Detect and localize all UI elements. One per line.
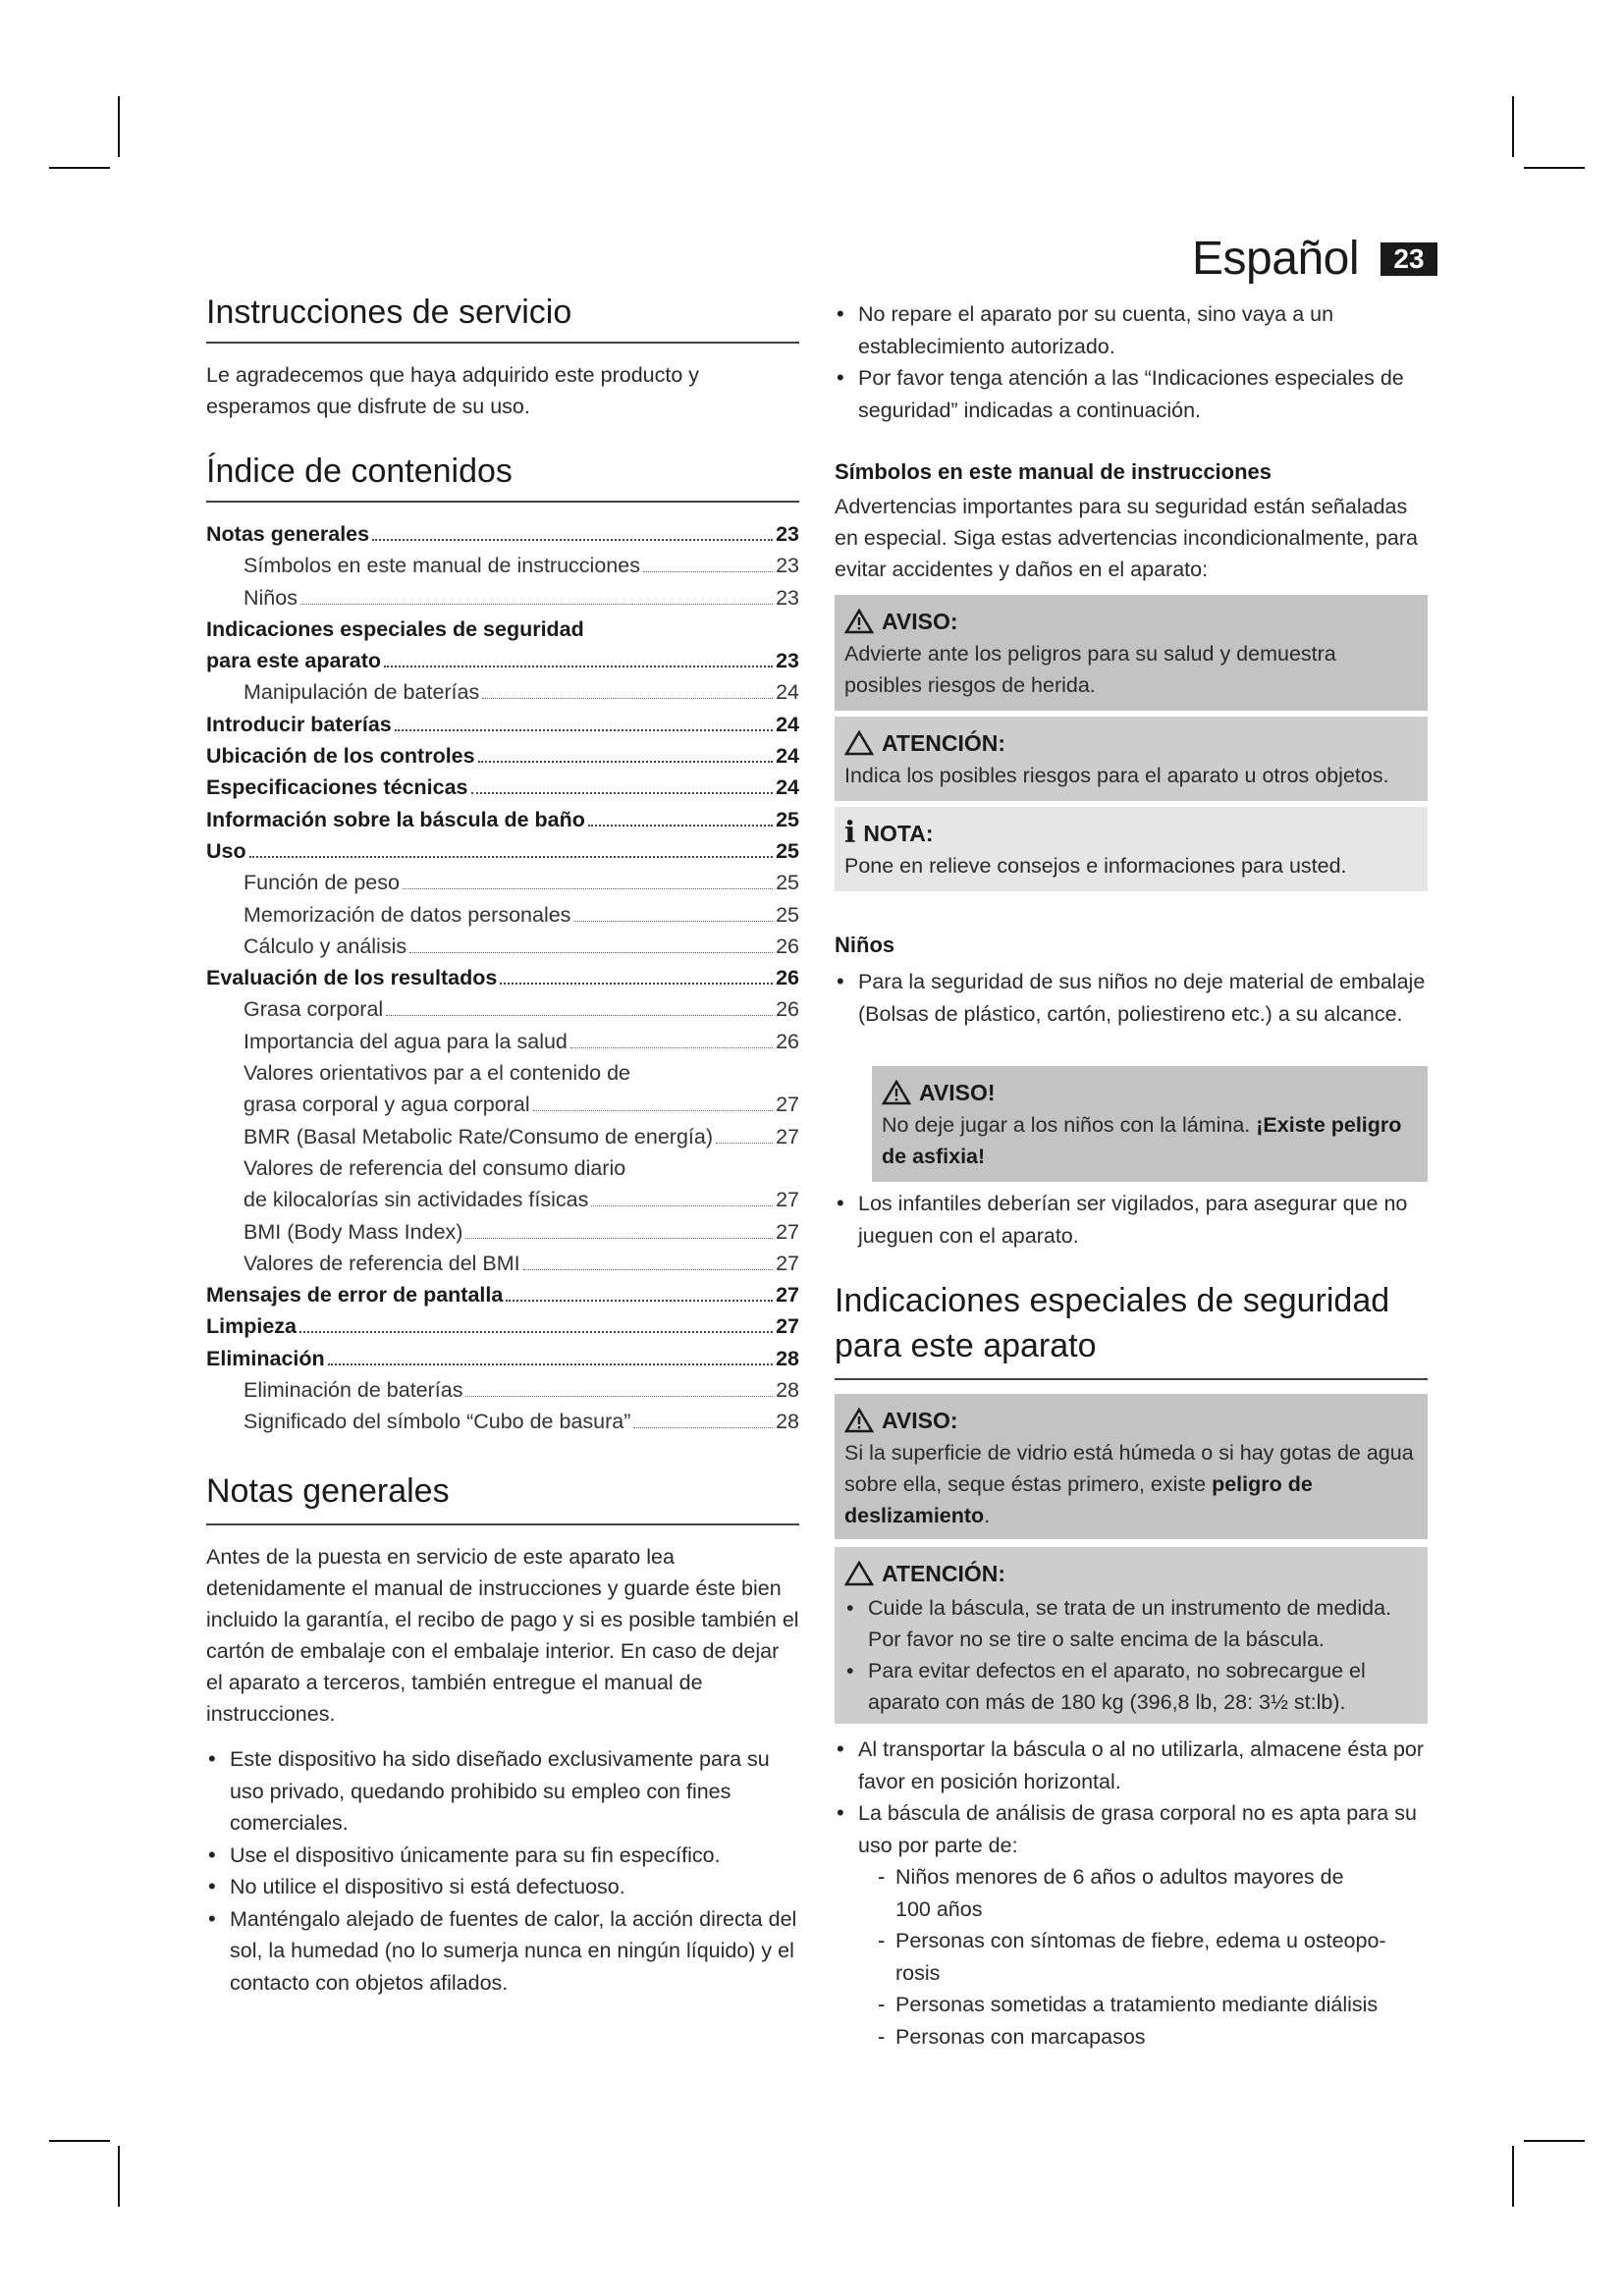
toc-entry-label: Indicaciones especiales de seguridad — [206, 616, 584, 641]
toc-entry-page: 27 — [776, 1124, 799, 1148]
toc-entry-label: Valores de referencia del BMI — [244, 1251, 520, 1275]
usage-bullets — [835, 1734, 1428, 1861]
toc-entry-label: Valores orientativos par a el contenido de — [244, 1061, 631, 1086]
list-item: • Cuide la báscula, se trata de un instrumento de medida. Por favor no se tire o salte encima de la báscula. — [844, 1592, 1418, 1655]
toc-entry — [206, 645, 799, 676]
toc-leader-dots — [471, 792, 774, 794]
list-item: • Manténgalo alejado de fuentes de calor, la acción directa del sol, la humedad (no lo sumerja nunca en ningún líquido) y el contacto con objetos afilados. — [206, 1903, 799, 2000]
note-box — [835, 807, 1428, 891]
general-notes-bullets — [206, 1743, 799, 1999]
toc-entry-label: Mensajes de error de pantalla — [206, 1283, 504, 1308]
toc-entry-page: 27 — [776, 1188, 799, 1212]
list-item: • Este dispositivo ha sido diseñado exclusivamente para su uso privado, quedando prohibido su empleo con fines comerciales. — [206, 1743, 799, 1840]
toc-entry-page: 25 — [776, 838, 799, 863]
toc-entry — [206, 1057, 799, 1089]
toc-entry — [206, 867, 799, 898]
toc-entry — [206, 993, 799, 1025]
toc-entry-label: Evaluación de los resultados — [206, 966, 498, 990]
toc-entry-label: Símbolos en este manual de instrucciones — [244, 554, 640, 578]
toc-entry-page: 24 — [776, 744, 799, 769]
toc-leader-dots — [633, 1427, 773, 1428]
toc-entry-label: BMR (Basal Metabolic Rate/Consumo de energía) — [244, 1124, 713, 1148]
list-item: - Personas sometidas a tratamiento mediante diálisis — [872, 1989, 1428, 2021]
toc-leader-dots — [716, 1143, 773, 1144]
language-title: Español — [1192, 233, 1359, 285]
toc-entry-page: 25 — [776, 807, 799, 831]
toc-entry-label: Introducir baterías — [206, 712, 392, 736]
toc-entry-page: 23 — [776, 522, 799, 546]
toc-entry-page: 26 — [776, 1029, 799, 1053]
list-item: • No repare el aparato por su cuenta, sino vaya a un establecimiento autorizado. — [835, 298, 1428, 362]
safety-warning-box — [835, 1394, 1428, 1539]
toc-title: Índice de contenidos — [206, 450, 799, 503]
toc-leader-dots — [372, 539, 773, 541]
toc-entry — [206, 1089, 799, 1120]
toc-entry-page: 24 — [776, 680, 799, 705]
toc-entry-page: 23 — [776, 554, 799, 578]
list-item: • Para la seguridad de sus niños no deje material de embalaje (Bolsas de plástico, cartón, poliestireno etc.) a su alcance. — [835, 966, 1428, 1030]
caution-box-title: ATENCIÓN: — [882, 729, 1006, 756]
symbols-heading: Símbolos en este manual de instrucciones — [835, 459, 1272, 484]
toc-entry-page: 27 — [776, 1283, 799, 1308]
manual-title: Instrucciones de servicio — [206, 291, 799, 344]
toc-entry-page: 28 — [776, 1410, 799, 1434]
toc-entry-label: para este aparato — [206, 649, 382, 673]
toc-entry-label: grasa corporal y agua corporal — [244, 1093, 530, 1117]
toc-entry-label: de kilocalorías sin actividades físicas — [244, 1188, 589, 1212]
toc-leader-dots — [328, 1363, 773, 1365]
toc-leader-dots — [482, 698, 773, 699]
children-warning-title: AVISO! — [919, 1079, 996, 1105]
page-number-badge: 23 — [1380, 242, 1437, 276]
list-item: • Por favor tenga atención a las “Indicaciones especiales de seguridad” indicadas a continuación. — [835, 362, 1428, 426]
toc-entry-label: Ubicación de los controles — [206, 744, 475, 769]
toc-entry-label: Eliminación — [206, 1346, 325, 1370]
repair-bullets — [835, 298, 1428, 426]
list-item: • Para evitar defectos en el aparato, no sobrecargue el aparato con más de 180 kg (396,8 lb, 28: 3½ st:lb). — [844, 1655, 1418, 1718]
children-heading: Niños — [835, 933, 895, 957]
toc-entry-label: Notas generales — [206, 522, 370, 546]
toc-entry-page: 24 — [776, 712, 799, 736]
toc-entry — [206, 835, 799, 867]
toc-entry-page: 27 — [776, 1219, 799, 1244]
toc-leader-dots — [523, 1269, 773, 1270]
table-of-contents — [206, 518, 799, 1438]
exclusion-list — [872, 1861, 1428, 2053]
toc-entry — [206, 1310, 799, 1342]
toc-entry — [206, 740, 799, 772]
note-box-title: NOTA: — [863, 820, 934, 846]
toc-leader-dots — [500, 983, 773, 985]
crop-mark — [49, 167, 110, 169]
toc-entry — [206, 1374, 799, 1406]
toc-entry — [206, 931, 799, 962]
toc-leader-dots — [409, 952, 773, 953]
toc-entry — [206, 1152, 799, 1184]
caution-box — [835, 717, 1428, 801]
toc-entry-label: Manipulación de baterías — [244, 680, 480, 705]
crop-mark — [1512, 96, 1514, 157]
list-item: - Personas con marcapasos — [872, 2021, 1428, 2054]
toc-entry — [206, 1184, 799, 1215]
toc-entry-page: 25 — [776, 902, 799, 927]
toc-leader-dots — [478, 761, 773, 763]
toc-entry — [206, 1279, 799, 1310]
crop-mark — [118, 96, 120, 157]
safety-caution-box — [835, 1547, 1428, 1724]
toc-entry — [206, 709, 799, 740]
toc-entry-label: Niños — [244, 585, 298, 610]
info-icon: i — [844, 816, 856, 850]
safety-warning-title: AVISO: — [882, 1407, 958, 1433]
toc-entry — [206, 518, 799, 550]
warning-triangle-icon — [844, 609, 874, 634]
toc-entry — [206, 550, 799, 581]
toc-leader-dots — [465, 1238, 773, 1239]
toc-leader-dots — [643, 571, 773, 572]
safety-section-title: Indicaciones especiales de seguridad para este aparato — [835, 1278, 1428, 1380]
toc-entry-page: 28 — [776, 1346, 799, 1370]
toc-entry — [206, 1343, 799, 1374]
children-warning-emphasis: ¡Existe peligro de asfixia! — [882, 1113, 1402, 1168]
warning-box — [835, 595, 1428, 711]
warning-triangle-icon — [844, 1408, 874, 1433]
toc-entry-page: 27 — [776, 1093, 799, 1117]
toc-entry-label: Eliminación de baterías — [244, 1378, 463, 1403]
toc-entry — [206, 962, 799, 993]
toc-entry — [206, 582, 799, 614]
toc-leader-dots — [506, 1300, 773, 1302]
toc-entry-label: Cálculo y análisis — [244, 934, 407, 958]
list-item: • Use el dispositivo únicamente para su fin específico. — [206, 1840, 799, 1872]
toc-entry-label: Especificaciones técnicas — [206, 775, 468, 800]
crop-mark — [49, 2140, 110, 2142]
toc-entry — [206, 1026, 799, 1057]
toc-leader-dots — [403, 888, 773, 889]
safety-warning-text: Si la superficie de vidrio está húmeda o si hay gotas de agua sobre ella, seque éstas primero, existe — [844, 1441, 1414, 1496]
toc-entry-label: Memorización de datos personales — [244, 902, 571, 927]
list-item: • Los infantiles deberían ser vigilados, para asegurar que no jueguen con el aparato. — [835, 1188, 1428, 1252]
toc-entry-page: 26 — [776, 966, 799, 990]
toc-entry-page: 24 — [776, 775, 799, 800]
toc-leader-dots — [386, 1015, 773, 1016]
toc-leader-dots — [395, 729, 773, 731]
toc-entry-label: Limpieza — [206, 1314, 297, 1339]
toc-leader-dots — [300, 604, 773, 605]
general-notes-title: Notas generales — [206, 1468, 799, 1525]
warning-triangle-icon — [882, 1080, 911, 1105]
punctuation: . — [984, 1504, 991, 1527]
caution-triangle-icon — [844, 1561, 874, 1586]
toc-entry — [206, 899, 799, 931]
list-item: • La báscula de análisis de grasa corporal no es apta para su uso por parte de: — [835, 1797, 1428, 1861]
list-item: • No utilice el dispositivo si está defectuoso. — [206, 1871, 799, 1903]
toc-entry-page: 23 — [776, 649, 799, 673]
caution-box-text: Indica los posibles riesgos para el aparato u otros objetos. — [844, 764, 1389, 787]
toc-entry-page: 28 — [776, 1378, 799, 1403]
toc-leader-dots — [384, 666, 773, 667]
toc-entry-page: 23 — [776, 585, 799, 610]
list-item: - Personas con síntomas de fiebre, edema u osteopo- rosis — [872, 1925, 1428, 1989]
toc-entry-page: 27 — [776, 1251, 799, 1275]
toc-entry-label: Función de peso — [244, 871, 400, 895]
children-bullets-2 — [835, 1188, 1428, 1252]
toc-leader-dots — [570, 1047, 773, 1048]
toc-entry — [206, 1216, 799, 1248]
toc-entry — [206, 1248, 799, 1279]
toc-leader-dots — [533, 1110, 773, 1111]
safety-caution-list — [844, 1592, 1418, 1718]
toc-entry — [206, 676, 799, 708]
toc-entry-label: Información sobre la báscula de baño — [206, 807, 585, 831]
warning-box-title: AVISO: — [882, 608, 958, 634]
toc-entry-page: 25 — [776, 871, 799, 895]
crop-mark — [118, 2146, 120, 2207]
list-item: - Niños menores de 6 años o adultos mayores de 100 años — [872, 1861, 1428, 1925]
symbols-paragraph: Advertencias importantes para su seguridad están señaladas en especial. Siga estas advertencias incondicionalmente, para evitar accidentes y daños en el aparato: — [835, 495, 1419, 581]
toc-entry — [206, 1406, 799, 1437]
note-box-text: Pone en relieve consejos e informaciones para usted. — [844, 854, 1347, 878]
toc-entry-page: 26 — [776, 934, 799, 958]
toc-entry-label: Importancia del agua para la salud — [244, 1029, 568, 1053]
intro-paragraph: Le agradecemos que haya adquirido este producto y esperamos que disfrute de su uso. — [206, 363, 700, 418]
list-item: • Al transportar la báscula o al no utilizarla, almacene ésta por favor en posición horizontal. — [835, 1734, 1428, 1797]
toc-leader-dots — [588, 825, 773, 827]
crop-mark — [1524, 167, 1585, 169]
caution-triangle-icon — [844, 730, 874, 756]
toc-entry — [206, 614, 799, 645]
toc-entry — [206, 1121, 799, 1152]
toc-entry-label: Significado del símbolo “Cubo de basura” — [244, 1410, 631, 1434]
crop-mark — [1524, 2140, 1585, 2142]
warning-box-text: Advierte ante los peligros para su salud y demuestra posibles riesgos de herida. — [844, 642, 1336, 697]
toc-entry — [206, 804, 799, 835]
toc-entry-label: Valores de referencia del consumo diario — [244, 1155, 626, 1180]
toc-entry-label: BMI (Body Mass Index) — [244, 1219, 463, 1244]
toc-entry-label: Uso — [206, 838, 246, 863]
children-warning-box — [872, 1066, 1428, 1182]
safety-caution-title: ATENCIÓN: — [882, 1560, 1006, 1586]
crop-mark — [1512, 2146, 1514, 2207]
toc-entry-page: 27 — [776, 1314, 799, 1339]
toc-leader-dots — [249, 856, 773, 858]
toc-leader-dots — [465, 1396, 773, 1397]
children-warning-text: No deje jugar a los niños con la lámina. — [882, 1113, 1251, 1137]
page-header — [1192, 232, 1437, 286]
toc-leader-dots — [573, 921, 773, 922]
toc-leader-dots — [299, 1331, 773, 1333]
children-bullets — [835, 966, 1428, 1030]
safety-warning-emphasis: peligro de deslizamiento — [844, 1472, 1313, 1527]
toc-entry — [206, 772, 799, 803]
toc-entry-page: 26 — [776, 997, 799, 1022]
toc-entry-label: Grasa corporal — [244, 997, 384, 1022]
toc-leader-dots — [591, 1205, 773, 1206]
general-notes-paragraph: Antes de la puesta en servicio de este aparato lea detenidamente el manual de instrucciones y guarde éste bien incluido la garantía, el recibo de pago y si es posible también el cartón de embalaje con el embalaje interior. En caso de dejar el aparato a terceros, también entregue el manual de instrucciones. — [206, 1545, 799, 1726]
